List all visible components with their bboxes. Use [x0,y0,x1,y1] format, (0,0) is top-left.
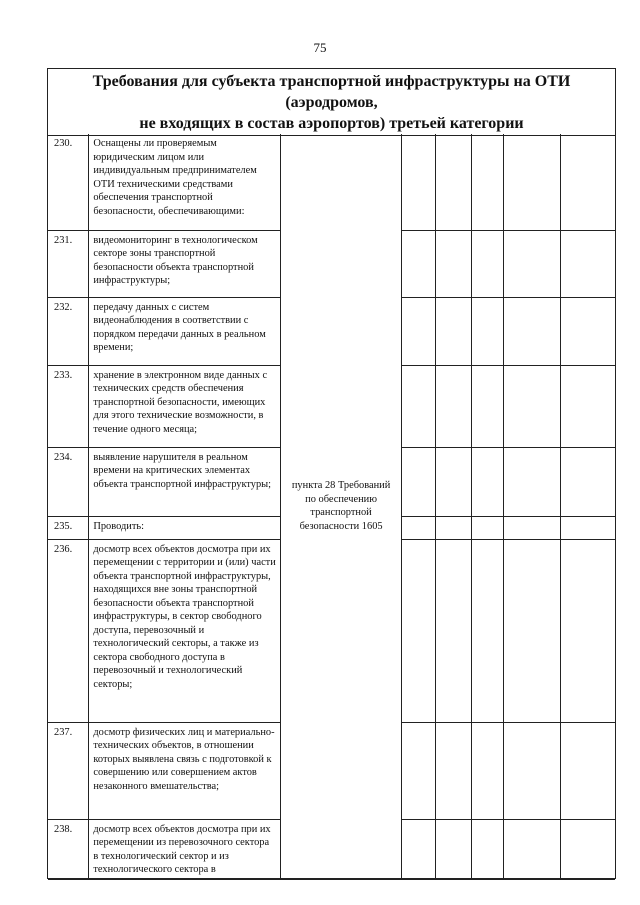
table-cell [436,447,471,516]
table-cell [503,365,561,447]
table-cell [503,297,561,365]
table-cell [402,819,436,879]
table-cell [471,365,503,447]
table-cell [436,539,471,722]
table-cell [471,516,503,539]
row-number: 237. [48,722,89,819]
table-cell [561,134,615,230]
table-cell [436,134,471,230]
table-cell [436,516,471,539]
section-heading [48,69,615,136]
heading-line-1: Требования для субъекта транспортной инфраструктуры на ОТИ (аэродромов, [92,72,571,111]
table-cell [471,447,503,516]
row-number: 236. [48,539,89,722]
row-text: видеомониторинг в технологическом секторе зоны транспортной безопасности объекта транспортной инфраструктуры; [89,230,281,297]
row-number: 235. [48,516,89,539]
table-cell [561,365,615,447]
table-cell [503,539,561,722]
row-text: досмотр физических лиц и материально-технических объектов, в отношении которых выявлена связь с подготовкой к совершению или совершением актов незаконного вмешательства; [89,722,281,819]
row-number: 233. [48,365,89,447]
table-cell [402,365,436,447]
table-cell [503,819,561,879]
normative-reference: пункта 28 Требований по обеспечению транспортной безопасности 1605 [281,134,402,879]
row-number: 231. [48,230,89,297]
table-cell [402,516,436,539]
table-cell [402,134,436,230]
table-cell [402,230,436,297]
table-cell [503,722,561,819]
table-cell [436,230,471,297]
page-number: 75 [313,40,327,55]
row-text: досмотр всех объектов досмотра при их перемещении с территории и (или) части объекта транспортной инфраструктуры, находящихся вне зоны транспортной безопасности объекта транспортной инфраструктуры, в сектор свободного доступа, перевозочный и технологический секторы, а также из сектора свободного доступа в перевозочный и технологический секторы; [89,539,281,722]
table-cell [503,230,561,297]
row-text: досмотр всех объектов досмотра при их перемещении из перевозочного сектора в технологический сектор и из технологического сектора в [89,819,281,879]
table-cell [436,297,471,365]
table-cell [561,516,615,539]
row-number: 230. [48,134,89,230]
table-cell [471,539,503,722]
table-row [48,134,615,230]
table-cell [561,539,615,722]
table-cell [471,297,503,365]
row-text: Оснащены ли проверяемым юридическим лицом или индивидуальным предпринимателем ОТИ техническими средствами обеспечения транспортной безопасности, обеспечивающими: [89,134,281,230]
table-cell [402,722,436,819]
row-number: 234. [48,447,89,516]
requirements-table [48,134,615,880]
requirements-sheet [47,68,616,879]
table-cell [561,230,615,297]
table-cell [561,722,615,819]
table-cell [436,722,471,819]
row-text: Проводить: [89,516,281,539]
row-text: выявление нарушителя в реальном времени на критических элементах объекта транспортной инфраструктуры; [89,447,281,516]
table-cell [561,819,615,879]
table-cell [561,447,615,516]
heading-line-2: не входящих в состав аэропортов) третьей категории [139,114,524,132]
table-cell [436,819,471,879]
table-cell [402,447,436,516]
table-cell [402,297,436,365]
row-text: хранение в электронном виде данных с технических средств обеспечения транспортной безопасности, имеющих для этого технические возможности, в течение одного месяца; [89,365,281,447]
table-cell [561,297,615,365]
table-cell [471,819,503,879]
row-number: 238. [48,819,89,879]
row-number: 232. [48,297,89,365]
table-cell [471,722,503,819]
table-cell [402,539,436,722]
table-cell [503,447,561,516]
table-cell [503,516,561,539]
table-cell [436,365,471,447]
table-cell [503,134,561,230]
table-cell [471,134,503,230]
row-text: передачу данных с систем видеонаблюдения в соответствии с порядком передачи данных в реальном времени; [89,297,281,365]
table-cell [471,230,503,297]
